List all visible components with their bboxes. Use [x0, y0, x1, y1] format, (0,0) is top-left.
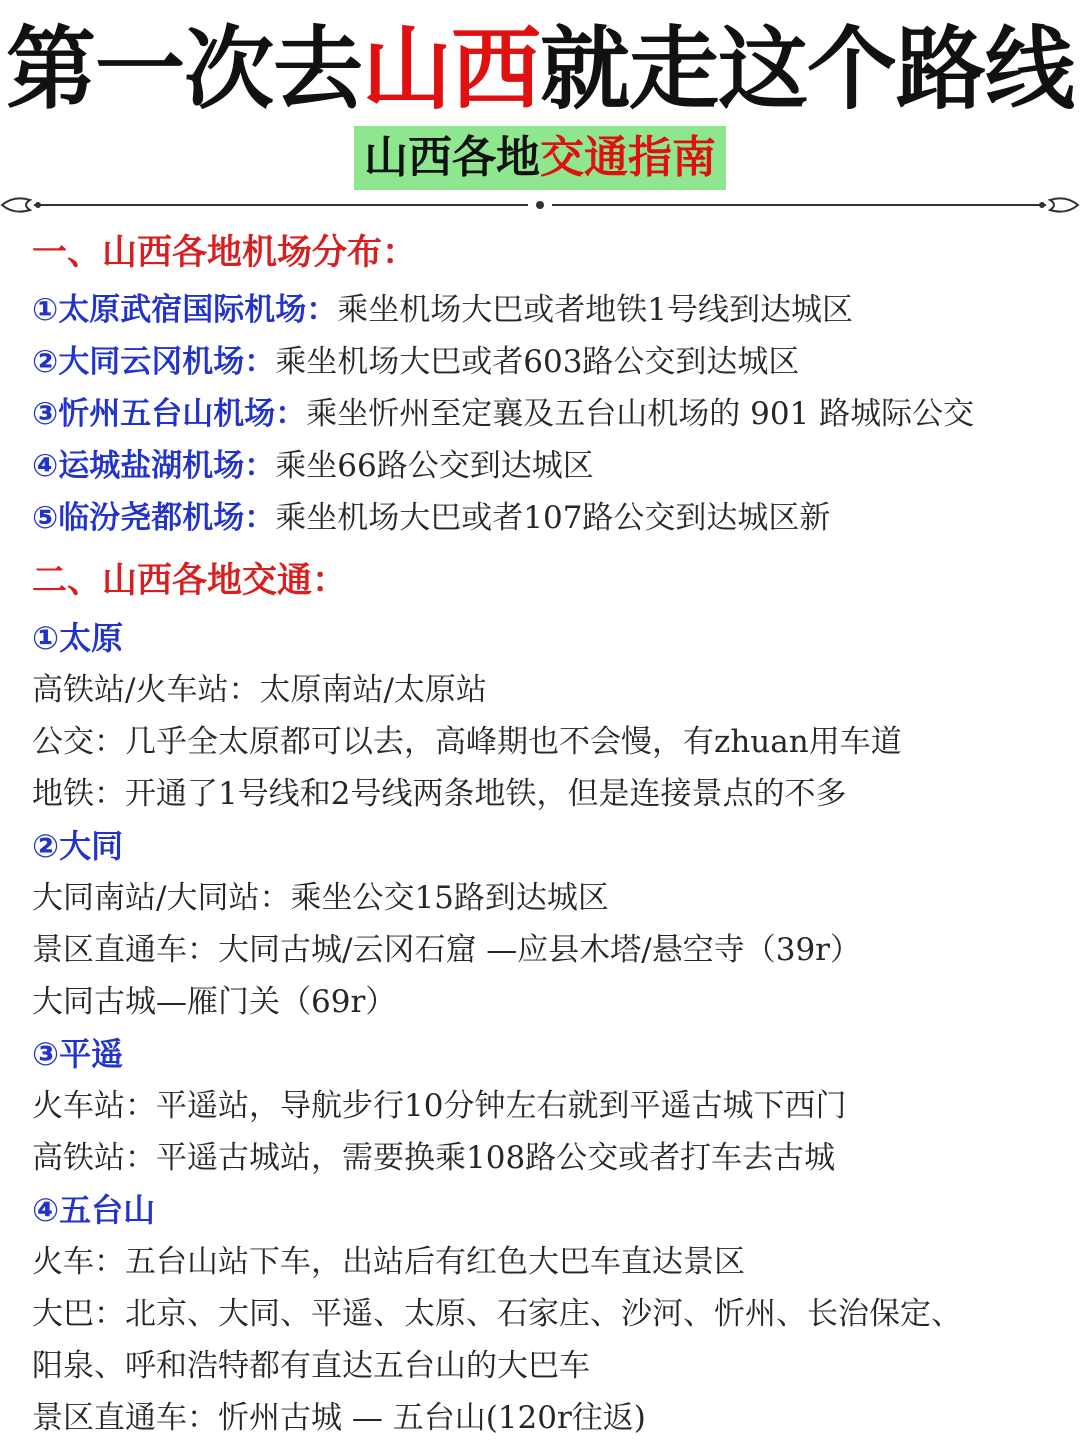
airport-name: ③忻州五台山机场：: [32, 396, 307, 432]
subtitle-part1: 山西各地: [364, 132, 540, 183]
airport-desc: 乘坐机场大巴或者地铁1号线到达城区: [337, 292, 853, 328]
subtitle-banner: [354, 126, 726, 190]
city-heading-wutaishan: ④五台山: [32, 1191, 156, 1229]
airport-desc: 乘坐机场大巴或者603路公交到达城区: [275, 344, 800, 380]
airport-item: [32, 492, 1072, 544]
transport-line: 大巴：北京、大同、平遥、太原、石家庄、沙河、忻州、长治保定、: [32, 1296, 962, 1332]
airport-desc: 乘坐忻州至定襄及五台山机场的 901 路城际公交: [306, 396, 975, 432]
transport-line: 大同古城—雁门关（69r）: [32, 984, 397, 1020]
title-highlight: 山西: [362, 17, 540, 122]
subtitle-highlight: 交通指南: [540, 132, 716, 183]
airport-desc: 乘坐机场大巴或者107路公交到达城区新: [275, 500, 831, 536]
subtitle-wrap: [0, 126, 1080, 190]
airport-name: ⑤临汾尧都机场：: [32, 500, 276, 536]
page-title: [0, 18, 1080, 122]
section-heading-airports: 一、山西各地机场分布：: [32, 233, 418, 273]
transport-line: 火车：五台山站下车，出站后有红色大巴车直达景区: [32, 1244, 745, 1280]
airport-name: ①太原武宿国际机场：: [32, 292, 338, 328]
ornamental-divider: [0, 190, 1080, 220]
airport-item: [32, 284, 1072, 336]
city-heading-pingyao: ③平遥: [32, 1035, 124, 1073]
transport-line: 地铁：开通了1号线和2号线两条地铁，但是连接景点的不多: [32, 776, 847, 812]
transport-line: 景区直通车：忻州古城 — 五台山(120r往返): [32, 1400, 646, 1436]
transport-line: 阳泉、呼和浩特都有直达五台山的大巴车: [32, 1348, 590, 1384]
section-heading-transport: 二、山西各地交通：: [32, 561, 348, 601]
airport-name: ④运城盐湖机场：: [32, 448, 276, 484]
transport-line: 景区直通车：大同古城/云冈石窟 —应县木塔/悬空寺（39r）: [32, 932, 862, 968]
airport-name: ②大同云冈机场：: [32, 344, 276, 380]
transport-line: 高铁站：平遥古城站，需要换乘108路公交或者打车去古城: [32, 1140, 836, 1176]
title-part2: 就走这个路线: [540, 17, 1074, 122]
content: [32, 222, 1072, 1444]
transport-line: 大同南站/大同站：乘坐公交15路到达城区: [32, 880, 609, 916]
airport-desc: 乘坐66路公交到达城区: [275, 448, 594, 484]
transport-line: 火车站：平遥站，导航步行10分钟左右就到平遥古城下西门: [32, 1088, 847, 1124]
airport-item: [32, 336, 1072, 388]
airport-item: [32, 440, 1072, 492]
city-heading-taiyuan: ①太原: [32, 619, 124, 657]
city-heading-datong: ②大同: [32, 827, 124, 865]
title-part1: 第一次去: [6, 17, 362, 122]
transport-line: 高铁站/火车站：太原南站/太原站: [32, 672, 487, 708]
airport-item: [32, 388, 1072, 440]
transport-line: 公交：几乎全太原都可以去，高峰期也不会慢，有zhuan用车道: [32, 724, 902, 760]
